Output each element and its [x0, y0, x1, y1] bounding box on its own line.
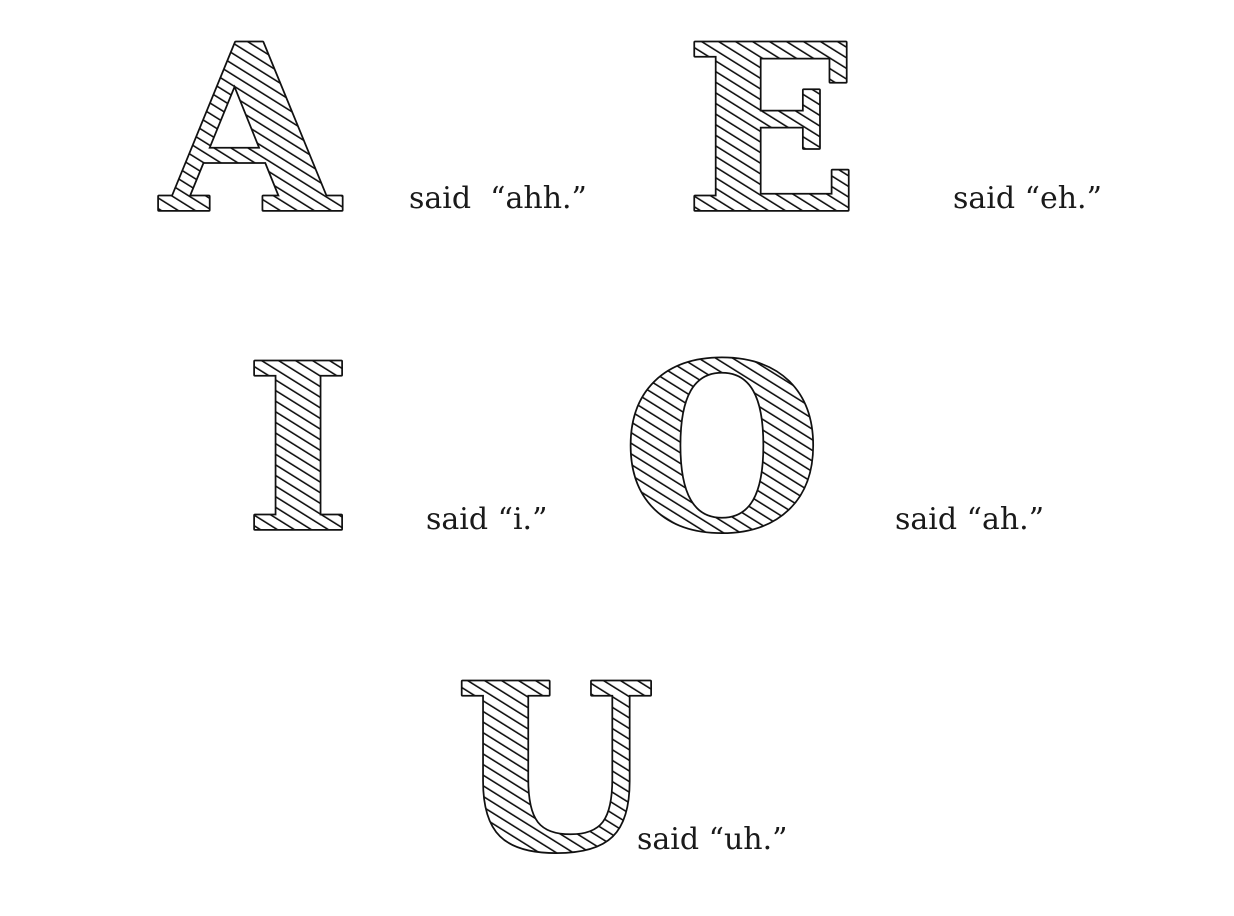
letter-u-drawing	[454, 634, 656, 904]
letter-i	[198, 314, 398, 584]
letter-u	[454, 634, 656, 904]
letter-u-glyph: U	[454, 634, 656, 904]
letter-a	[150, 0, 350, 265]
caption-e: said “eh.”	[953, 181, 1102, 216]
letter-o-drawing	[621, 314, 823, 584]
caption-a: said “ahh.”	[409, 181, 587, 216]
caption-o: said “ah.”	[895, 502, 1045, 537]
letter-i-drawing	[198, 314, 398, 584]
letter-o	[621, 314, 823, 584]
letter-e-glyph: E	[684, 0, 860, 265]
letter-e	[672, 0, 872, 265]
letter-a-glyph: A	[160, 0, 340, 265]
caption-u: said “uh.”	[637, 822, 788, 857]
letter-o-glyph: O	[621, 314, 823, 584]
caption-i: said “i.”	[426, 502, 548, 537]
letter-i-glyph: I	[244, 314, 352, 584]
letter-a-drawing	[150, 0, 350, 265]
letter-e-drawing	[672, 0, 872, 265]
